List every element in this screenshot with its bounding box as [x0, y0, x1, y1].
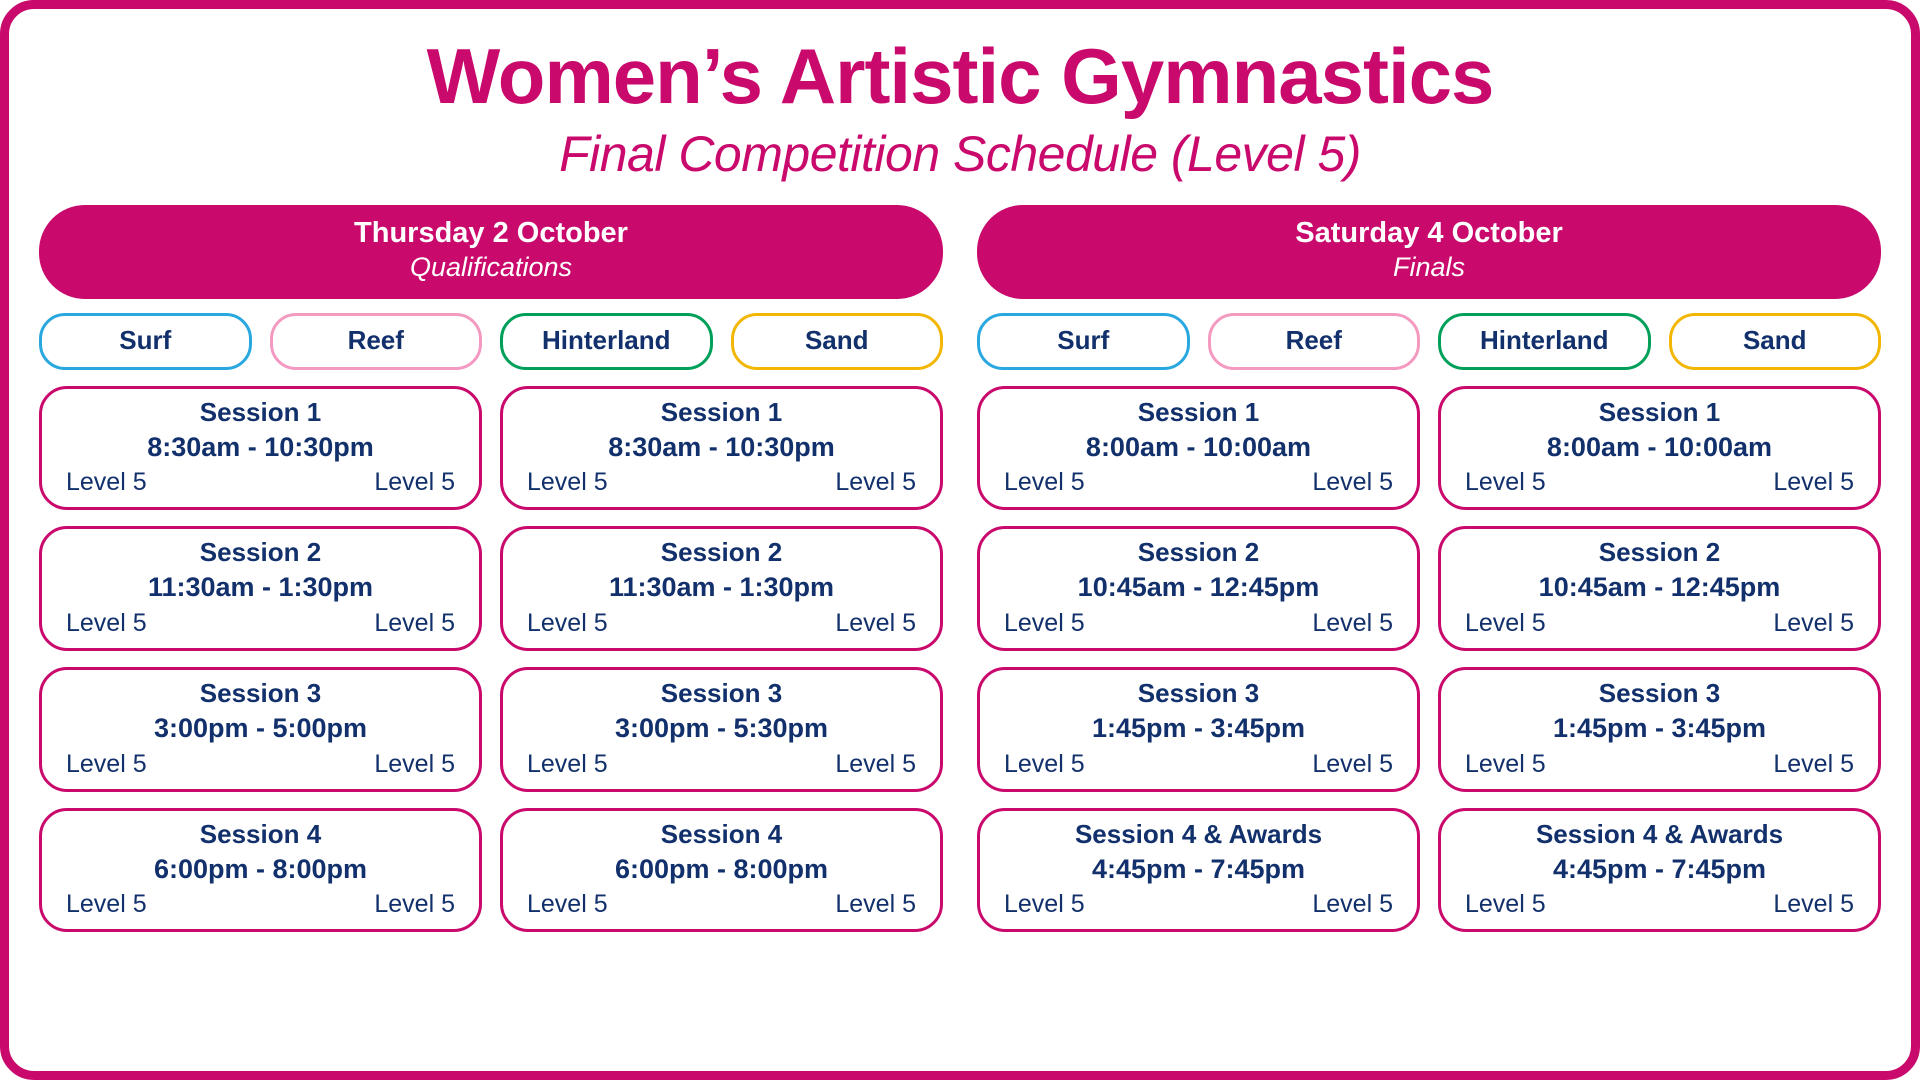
session-time: 1:45pm - 3:45pm	[1552, 713, 1767, 744]
day-column-thursday	[39, 205, 943, 1057]
session-level-right: Level 5	[835, 749, 916, 778]
session-level-right: Level 5	[374, 749, 455, 778]
venue-chip-reef[interactable]: Reef	[270, 313, 483, 370]
session-level-right: Level 5	[1773, 749, 1854, 778]
session-name: Session 2	[1598, 537, 1721, 568]
session-level-left: Level 5	[1004, 890, 1085, 919]
session-card[interactable]	[39, 526, 482, 651]
session-level-right: Level 5	[374, 468, 455, 497]
session-level-left: Level 5	[527, 890, 608, 919]
session-level-left: Level 5	[1004, 749, 1085, 778]
session-time: 11:30am - 1:30pm	[608, 572, 835, 603]
session-levels	[1459, 468, 1860, 497]
session-level-left: Level 5	[1004, 468, 1085, 497]
page-title: Women’s Artistic Gymnastics	[426, 32, 1494, 120]
session-card[interactable]	[39, 808, 482, 933]
session-card[interactable]	[500, 386, 943, 511]
days-container	[39, 205, 1881, 1057]
session-card[interactable]	[39, 667, 482, 792]
session-time: 8:30am - 10:30pm	[147, 431, 374, 462]
session-time: 3:00pm - 5:30pm	[614, 713, 829, 744]
session-time: 1:45pm - 3:45pm	[1091, 713, 1306, 744]
session-time: 4:45pm - 7:45pm	[1552, 853, 1767, 884]
session-name: Session 2	[1137, 537, 1260, 568]
session-level-right: Level 5	[1312, 749, 1393, 778]
session-row	[977, 667, 1881, 792]
session-levels	[1459, 890, 1860, 919]
session-level-right: Level 5	[374, 609, 455, 638]
session-level-left: Level 5	[66, 468, 147, 497]
session-time: 11:30am - 1:30pm	[147, 572, 374, 603]
session-card[interactable]	[977, 526, 1420, 651]
session-level-left: Level 5	[66, 609, 147, 638]
session-row	[39, 386, 943, 511]
session-row	[977, 526, 1881, 651]
session-card[interactable]	[39, 386, 482, 511]
session-levels	[60, 609, 461, 638]
session-level-left: Level 5	[66, 890, 147, 919]
session-name: Session 3	[1598, 678, 1721, 709]
session-row	[977, 386, 1881, 511]
session-level-right: Level 5	[835, 468, 916, 497]
session-level-right: Level 5	[1312, 468, 1393, 497]
session-name: Session 2	[660, 537, 783, 568]
session-level-left: Level 5	[527, 468, 608, 497]
session-name: Session 3	[199, 678, 322, 709]
venue-row	[39, 313, 943, 370]
session-time: 10:45am - 12:45pm	[1077, 572, 1320, 603]
page-subtitle: Final Competition Schedule (Level 5)	[559, 125, 1361, 182]
session-card[interactable]	[977, 808, 1420, 933]
session-level-right: Level 5	[1773, 890, 1854, 919]
venue-chip-hinterland[interactable]: Hinterland	[500, 313, 713, 370]
session-card[interactable]	[1438, 386, 1881, 511]
session-card[interactable]	[500, 808, 943, 933]
session-levels	[521, 750, 922, 779]
session-level-left: Level 5	[66, 749, 147, 778]
session-card[interactable]	[1438, 808, 1881, 933]
session-levels	[1459, 609, 1860, 638]
session-name: Session 2	[199, 537, 322, 568]
session-levels	[521, 890, 922, 919]
session-time: 3:00pm - 5:00pm	[153, 713, 368, 744]
session-time: 6:00pm - 8:00pm	[614, 853, 829, 884]
session-card[interactable]	[1438, 667, 1881, 792]
session-name: Session 1	[660, 396, 783, 427]
session-level-left: Level 5	[1465, 609, 1546, 638]
session-time: 10:45am - 12:45pm	[1538, 572, 1781, 603]
venue-chip-reef[interactable]: Reef	[1208, 313, 1421, 370]
session-level-right: Level 5	[1773, 609, 1854, 638]
session-level-left: Level 5	[527, 609, 608, 638]
session-name: Session 3	[1137, 678, 1260, 709]
session-levels	[60, 890, 461, 919]
venue-chip-hinterland[interactable]: Hinterland	[1438, 313, 1651, 370]
venue-row	[977, 313, 1881, 370]
session-levels	[521, 609, 922, 638]
session-row	[39, 667, 943, 792]
session-time: 8:00am - 10:00am	[1546, 431, 1773, 462]
session-level-left: Level 5	[1465, 890, 1546, 919]
day-header	[977, 205, 1881, 299]
session-name: Session 4 & Awards	[1074, 818, 1323, 849]
session-level-right: Level 5	[835, 609, 916, 638]
venue-chip-sand[interactable]: Sand	[1669, 313, 1882, 370]
session-time: 8:30am - 10:30pm	[608, 431, 835, 462]
session-levels	[998, 750, 1399, 779]
day-type: Qualifications	[409, 251, 573, 282]
venue-chip-surf[interactable]: Surf	[39, 313, 252, 370]
session-row	[39, 526, 943, 651]
session-time: 8:00am - 10:00am	[1085, 431, 1312, 462]
session-time: 4:45pm - 7:45pm	[1091, 853, 1306, 884]
day-column-saturday	[977, 205, 1881, 1057]
day-header	[39, 205, 943, 299]
session-levels	[60, 468, 461, 497]
session-card[interactable]	[977, 386, 1420, 511]
session-level-right: Level 5	[1312, 609, 1393, 638]
session-card[interactable]	[500, 667, 943, 792]
venue-chip-sand[interactable]: Sand	[731, 313, 944, 370]
session-row	[39, 808, 943, 933]
session-row	[977, 808, 1881, 933]
session-name: Session 1	[1598, 396, 1721, 427]
session-levels	[60, 750, 461, 779]
day-type: Finals	[1392, 251, 1466, 282]
session-level-right: Level 5	[1773, 468, 1854, 497]
session-level-right: Level 5	[1312, 890, 1393, 919]
session-levels	[998, 890, 1399, 919]
session-name: Session 3	[660, 678, 783, 709]
session-level-right: Level 5	[374, 890, 455, 919]
venue-chip-surf[interactable]: Surf	[977, 313, 1190, 370]
session-levels	[998, 468, 1399, 497]
day-name: Thursday 2 October	[354, 216, 628, 249]
session-card[interactable]	[1438, 526, 1881, 651]
session-name: Session 4	[660, 818, 783, 849]
session-name: Session 1	[199, 396, 322, 427]
session-level-left: Level 5	[1465, 749, 1546, 778]
session-levels	[521, 468, 922, 497]
session-name: Session 1	[1137, 396, 1260, 427]
session-level-left: Level 5	[1004, 609, 1085, 638]
session-name: Session 4 & Awards	[1535, 818, 1784, 849]
session-level-left: Level 5	[1465, 468, 1546, 497]
day-name: Saturday 4 October	[1295, 216, 1563, 249]
session-name: Session 4	[199, 818, 322, 849]
session-time: 6:00pm - 8:00pm	[153, 853, 368, 884]
session-level-left: Level 5	[527, 749, 608, 778]
session-card[interactable]	[977, 667, 1420, 792]
session-card[interactable]	[500, 526, 943, 651]
session-levels	[998, 609, 1399, 638]
session-levels	[1459, 750, 1860, 779]
session-level-right: Level 5	[835, 890, 916, 919]
